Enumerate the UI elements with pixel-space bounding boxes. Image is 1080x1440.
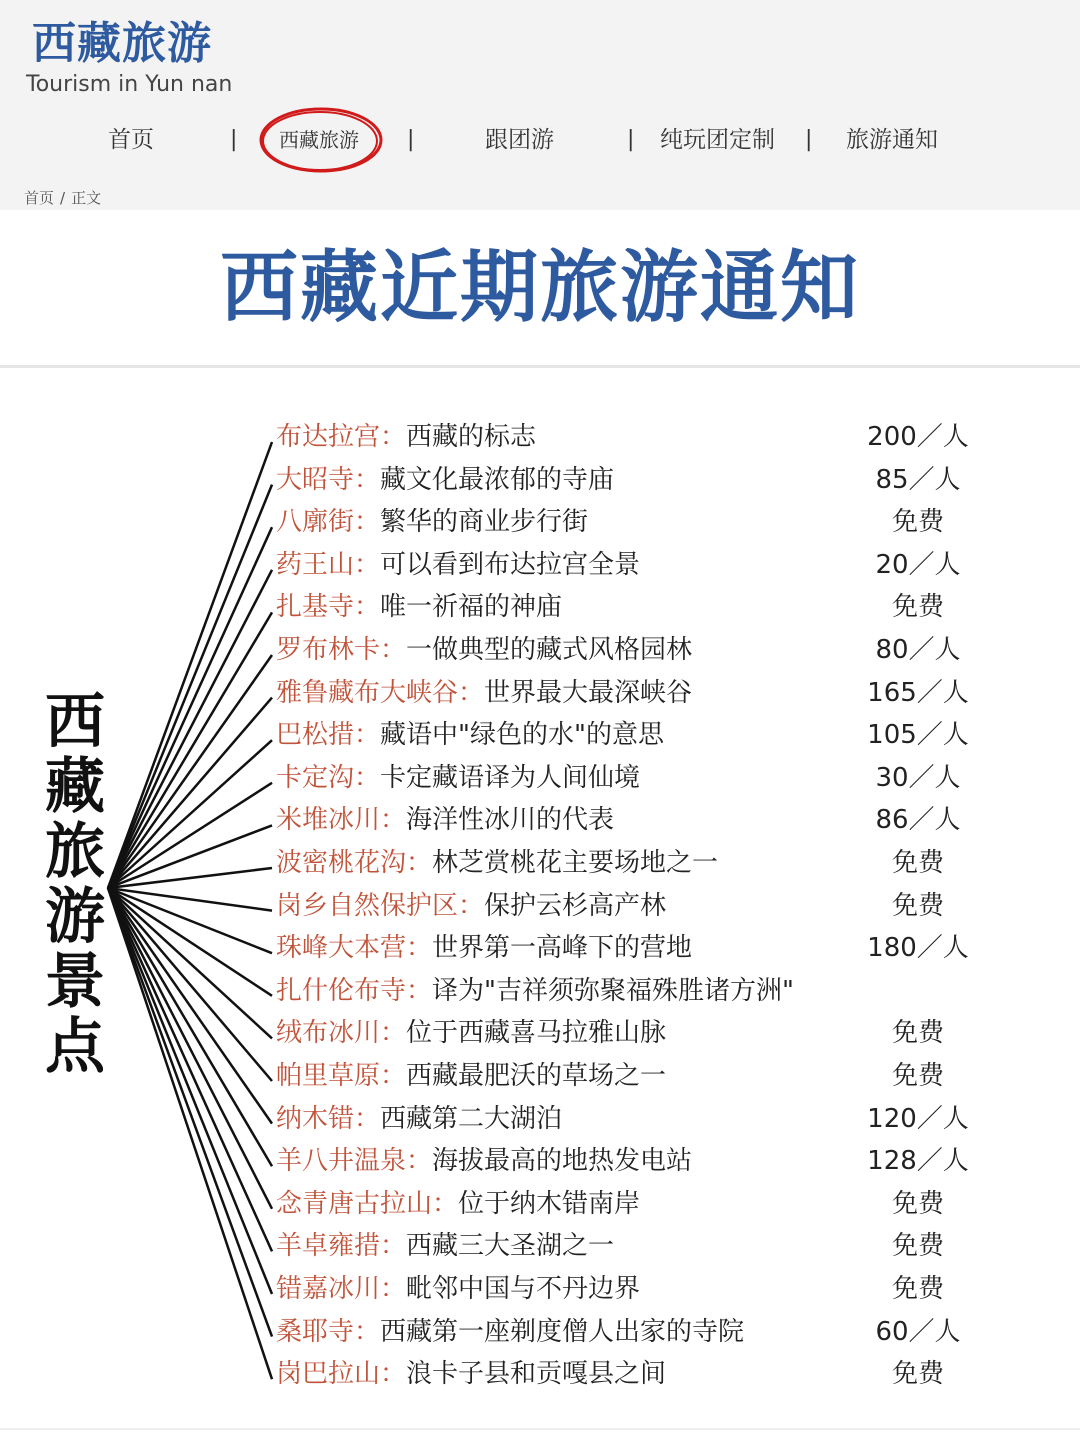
connector-line bbox=[108, 612, 272, 888]
attraction-name: 羊八井温泉 bbox=[276, 1146, 407, 1177]
page-title: 西藏近期旅游通知 bbox=[219, 243, 860, 333]
site-logo-title[interactable]: 西藏旅游 bbox=[32, 18, 212, 69]
main-nav bbox=[0, 118, 1080, 162]
list-item bbox=[276, 629, 996, 671]
list-item bbox=[276, 544, 996, 586]
attraction-price: 165／人 bbox=[867, 677, 969, 708]
attraction-description: 浪卡子县和贡嘎县之间 bbox=[406, 1359, 667, 1390]
connector-line bbox=[108, 698, 272, 888]
label-colon: ： bbox=[354, 720, 381, 751]
list-item bbox=[276, 757, 996, 799]
breadcrumb-separator: / bbox=[60, 189, 66, 207]
attraction-description: 藏文化最浓郁的寺庙 bbox=[380, 464, 615, 495]
label-colon: ： bbox=[380, 1231, 407, 1262]
attraction-name: 卡定沟 bbox=[276, 762, 355, 793]
list-item bbox=[276, 1353, 996, 1395]
nav-item-custom-tour[interactable]: 纯玩团定制 bbox=[660, 127, 775, 153]
label-colon: ： bbox=[380, 1274, 407, 1304]
attraction-price: 免费 bbox=[891, 1018, 944, 1049]
list-item bbox=[276, 799, 996, 841]
attraction-price: 免费 bbox=[891, 1061, 944, 1091]
attraction-price: 免费 bbox=[891, 848, 944, 878]
label-colon: ： bbox=[380, 1061, 407, 1091]
label-colon: ： bbox=[406, 1146, 433, 1177]
attraction-name: 岗乡自然保护区 bbox=[276, 890, 459, 921]
attraction-price: 免费 bbox=[891, 1359, 944, 1390]
list-item bbox=[276, 1225, 996, 1267]
attraction-price: 80／人 bbox=[875, 635, 961, 665]
attraction-description: 西藏第一座剃度僧人出家的寺院 bbox=[380, 1316, 745, 1347]
attraction-price: 免费 bbox=[891, 1274, 944, 1304]
attraction-name: 岗巴拉山 bbox=[276, 1359, 381, 1390]
connector-line bbox=[108, 655, 272, 888]
attraction-price: 免费 bbox=[891, 890, 944, 921]
attraction-description: 西藏三大圣湖之一 bbox=[406, 1231, 615, 1262]
attraction-price: 128／人 bbox=[867, 1146, 969, 1177]
attraction-name: 雅鲁藏布大峡谷 bbox=[276, 677, 459, 708]
attraction-price: 85／人 bbox=[875, 464, 961, 495]
attraction-name: 八廓街 bbox=[276, 507, 355, 538]
attraction-price: 免费 bbox=[891, 592, 944, 623]
attraction-description: 一做典型的藏式风格园林 bbox=[406, 635, 693, 665]
label-colon: ： bbox=[354, 762, 381, 793]
label-colon: ： bbox=[458, 890, 485, 921]
attraction-name: 纳木错 bbox=[276, 1103, 355, 1134]
attraction-price: 30／人 bbox=[875, 762, 961, 793]
label-colon: ： bbox=[354, 464, 381, 495]
connector-line bbox=[108, 888, 272, 911]
label-colon: ： bbox=[354, 592, 381, 623]
list-item bbox=[276, 714, 996, 756]
list-item bbox=[276, 1311, 996, 1353]
attraction-name: 念青唐古拉山 bbox=[276, 1188, 433, 1219]
attraction-description: 海洋性冰川的代表 bbox=[406, 805, 615, 836]
list-item bbox=[276, 927, 996, 969]
list-item bbox=[276, 416, 996, 458]
list-item bbox=[276, 970, 996, 1012]
list-item bbox=[276, 842, 996, 884]
attraction-name: 桑耶寺 bbox=[276, 1316, 355, 1347]
label-colon: ： bbox=[432, 1188, 459, 1219]
attraction-description: 译为"吉祥须弥聚福殊胜诸方洲" bbox=[432, 975, 794, 1006]
list-item bbox=[276, 586, 996, 628]
label-colon: ： bbox=[354, 1316, 381, 1347]
attraction-name: 扎什伦布寺 bbox=[276, 975, 407, 1006]
connector-line bbox=[108, 740, 272, 888]
nav-item-home[interactable]: 首页 bbox=[108, 127, 154, 153]
label-colon: ： bbox=[354, 507, 381, 538]
list-item bbox=[276, 885, 996, 927]
label-colon: ： bbox=[406, 933, 433, 964]
label-colon: ： bbox=[406, 848, 433, 878]
label-colon: ： bbox=[380, 805, 407, 836]
attraction-price: 180／人 bbox=[867, 933, 969, 964]
attraction-description: 可以看到布达拉宫全景 bbox=[380, 549, 641, 580]
attraction-name: 羊卓雍措 bbox=[276, 1231, 381, 1262]
attraction-description: 西藏的标志 bbox=[406, 422, 537, 452]
attraction-name: 绒布冰川 bbox=[276, 1018, 381, 1049]
attraction-description: 繁华的商业步行街 bbox=[380, 507, 589, 538]
connector-line bbox=[108, 888, 272, 1166]
breadcrumb bbox=[24, 187, 107, 208]
connector-line bbox=[108, 888, 272, 1294]
attraction-name: 巴松措 bbox=[276, 720, 355, 751]
list-item bbox=[276, 1012, 996, 1054]
attraction-name: 扎基寺 bbox=[276, 592, 355, 623]
label-colon: ： bbox=[406, 975, 433, 1006]
attraction-price: 免费 bbox=[891, 1231, 944, 1262]
label-colon: ： bbox=[380, 422, 407, 452]
attraction-description: 西藏最肥沃的草场之一 bbox=[406, 1061, 667, 1091]
label-colon: ： bbox=[458, 677, 485, 708]
attraction-description: 藏语中"绿色的水"的意思 bbox=[380, 720, 664, 751]
nav-separator: | bbox=[407, 127, 415, 152]
attraction-price: 免费 bbox=[891, 1188, 944, 1219]
attraction-name: 罗布林卡 bbox=[276, 635, 381, 665]
list-item bbox=[276, 1055, 996, 1097]
label-colon: ： bbox=[380, 1018, 407, 1049]
divider bbox=[0, 365, 1080, 368]
attraction-description: 毗邻中国与不丹边界 bbox=[406, 1274, 641, 1304]
list-item bbox=[276, 1183, 996, 1225]
attraction-description: 西藏第二大湖泊 bbox=[380, 1103, 563, 1134]
label-colon: ： bbox=[354, 1103, 381, 1134]
attraction-name: 布达拉宫 bbox=[276, 422, 381, 452]
label-colon: ： bbox=[380, 635, 407, 665]
attraction-price: 120／人 bbox=[867, 1103, 969, 1134]
nav-separator: | bbox=[230, 127, 238, 152]
label-colon: ： bbox=[380, 1359, 407, 1390]
attraction-price: 86／人 bbox=[875, 805, 961, 836]
attraction-name: 帕里草原 bbox=[276, 1061, 381, 1091]
attraction-name: 大昭寺 bbox=[276, 464, 355, 495]
attraction-name: 错嘉冰川 bbox=[276, 1274, 381, 1304]
connector-line bbox=[108, 442, 272, 888]
nav-item-travel-notice[interactable]: 旅游通知 bbox=[846, 127, 938, 153]
attraction-description: 世界第一高峰下的营地 bbox=[432, 933, 693, 964]
connector-fan bbox=[0, 380, 300, 1400]
attraction-description: 林芝赏桃花主要场地之一 bbox=[432, 848, 719, 878]
attraction-name: 波密桃花沟 bbox=[276, 848, 407, 878]
attraction-name: 药王山 bbox=[276, 549, 355, 580]
nav-separator: | bbox=[805, 127, 813, 152]
list-item bbox=[276, 1268, 996, 1310]
attraction-description: 位于西藏喜马拉雅山脉 bbox=[406, 1018, 667, 1049]
nav-separator: | bbox=[627, 127, 635, 152]
list-item bbox=[276, 1098, 996, 1140]
attraction-description: 保护云杉高产林 bbox=[484, 890, 667, 921]
list-item bbox=[276, 459, 996, 501]
attraction-price: 60／人 bbox=[875, 1316, 961, 1347]
divider bbox=[0, 1428, 1080, 1430]
attraction-name: 珠峰大本营 bbox=[276, 933, 407, 964]
site-logo-subtitle: Tourism in Yun nan bbox=[26, 72, 233, 97]
breadcrumb-current: 正文 bbox=[71, 189, 102, 207]
connector-line bbox=[108, 888, 272, 1081]
nav-item-group-tour[interactable]: 跟团游 bbox=[485, 127, 554, 153]
attraction-price: 200／人 bbox=[867, 422, 969, 452]
breadcrumb-home[interactable]: 首页 bbox=[24, 189, 55, 207]
connector-line bbox=[108, 570, 272, 888]
label-colon: ： bbox=[354, 549, 381, 580]
attraction-description: 卡定藏语译为人间仙境 bbox=[380, 762, 641, 793]
vertical-title: 西藏旅游景点 bbox=[45, 687, 105, 1082]
connector-line bbox=[108, 888, 272, 1337]
list-item bbox=[276, 672, 996, 714]
attraction-description: 唯一祈福的神庙 bbox=[380, 592, 563, 623]
connector-line bbox=[108, 485, 272, 888]
attraction-price: 免费 bbox=[891, 507, 944, 538]
attraction-description: 海拔最高的地热发电站 bbox=[432, 1146, 693, 1177]
attraction-price: 20／人 bbox=[875, 549, 961, 580]
attraction-price: 105／人 bbox=[867, 720, 969, 751]
nav-item-tibet-travel[interactable]: 西藏旅游 bbox=[279, 128, 359, 152]
list-item bbox=[276, 1140, 996, 1182]
attraction-description: 世界最大最深峡谷 bbox=[484, 677, 693, 708]
connector-line bbox=[108, 888, 272, 1209]
attraction-name: 米堆冰川 bbox=[276, 805, 381, 836]
list-item bbox=[276, 501, 996, 543]
attraction-description: 位于纳木错南岸 bbox=[458, 1188, 641, 1219]
